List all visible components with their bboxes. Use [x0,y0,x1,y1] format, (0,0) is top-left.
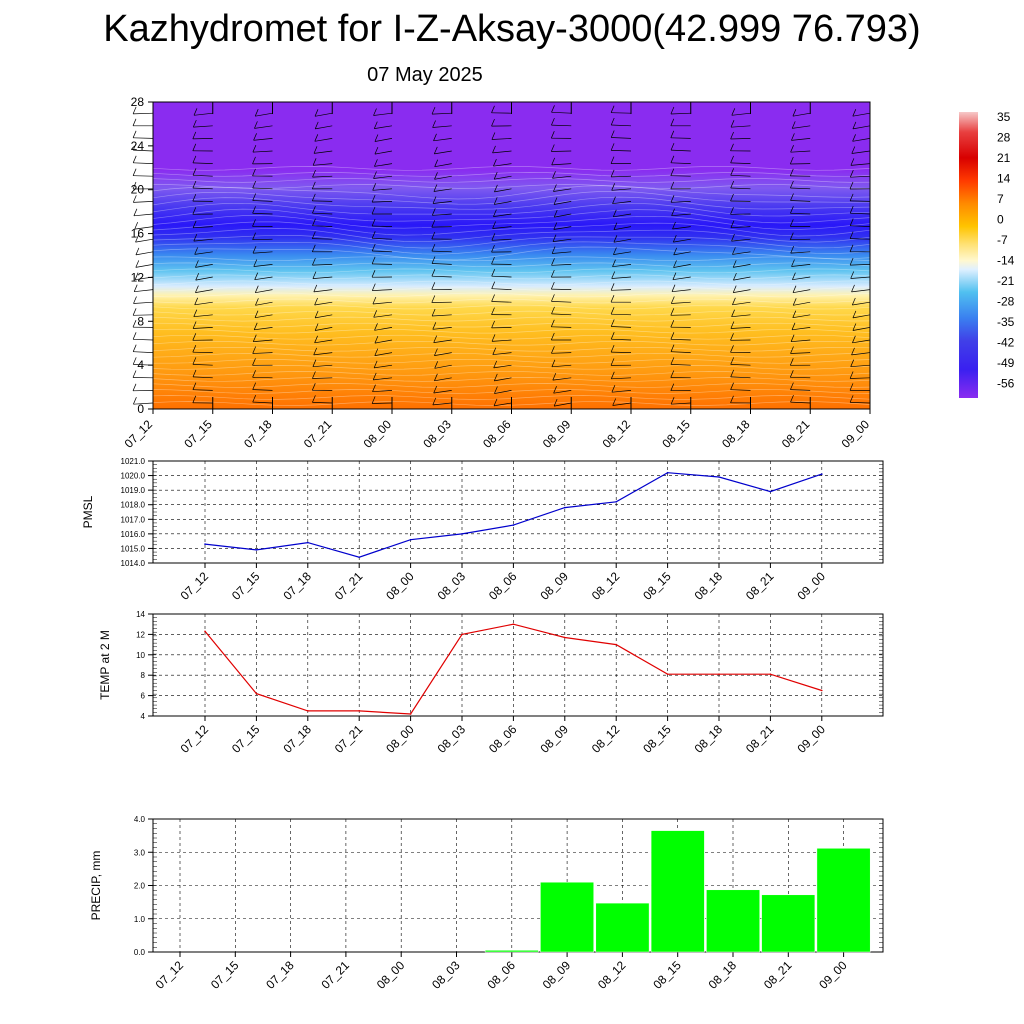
precip-bar [596,903,649,952]
data-point [204,543,206,545]
wind-barb-flag [133,169,136,176]
colorbar-label: 14 [997,171,1011,186]
wind-barb-flag [136,260,139,267]
wind-barb [133,163,153,164]
x-tick-label: 08_15 [640,722,674,756]
data-point [564,507,566,509]
x-tick-label: 07_18 [241,417,275,451]
wind-barb [133,176,153,177]
wind-barb [133,201,153,202]
x-tick-label: 07_21 [300,417,335,451]
x-tick-label: 08_06 [484,958,518,992]
wind-barb [671,176,691,177]
data-point [564,637,566,639]
data-point [410,539,412,541]
precip-bar [762,895,815,952]
y-axis-title: PRECIP, mm [89,850,103,921]
precip-bar [817,848,870,952]
precip-bar [706,890,759,952]
x-tick-label: 08_18 [691,722,726,756]
y-tick-label: 12 [136,630,145,640]
data-point [513,623,515,625]
x-tick-label: 07_15 [229,722,263,756]
colorbar-label: 7 [997,192,1004,206]
data-point [770,491,772,493]
x-tick-label: 09_00 [794,722,828,756]
wind-barb-flag [134,297,137,304]
wind-barb [312,201,332,202]
x-tick-label: 08_21 [743,722,777,756]
wind-barb [432,227,452,228]
x-tick-label: 07_18 [280,722,314,756]
y-tick-label: 0 [137,402,144,416]
wind-barb-flag [134,209,137,216]
data-point [718,476,720,478]
x-tick-label: 08_15 [659,417,693,451]
x-tick-label: 07_12 [121,417,156,451]
data-point [718,673,720,675]
data-point [461,634,463,636]
x-tick-label: 08_00 [360,417,395,451]
wind-barb [133,352,153,353]
data-point [770,673,772,675]
y-tick-label: 16 [130,226,144,241]
y-tick-label: 1.0 [133,914,145,924]
x-tick-label: 07_21 [331,569,366,603]
wind-barb-flag [133,332,136,339]
x-tick-label: 08_15 [650,958,684,992]
x-tick-label: 08_09 [539,958,574,992]
y-tick-label: 1021.0 [120,457,145,466]
data-point [307,542,309,544]
wind-barb [671,315,691,316]
data-point [821,690,823,692]
wind-barb [611,113,631,114]
colorbar-label: -28 [997,294,1015,309]
data-point [307,710,309,712]
vertical-profile-panel [122,95,873,451]
x-tick-label: 07_21 [318,958,353,992]
x-tick-label: 08_12 [595,958,629,992]
x-tick-label: 08_06 [486,722,520,756]
x-tick-label: 07_18 [280,569,314,603]
y-tick-label: 1016.0 [120,529,145,539]
panel-frame [153,614,883,716]
wind-barb [134,214,153,216]
precip-bar [485,950,538,952]
data-point [821,473,823,475]
y-tick-label: 8 [137,314,144,329]
wind-barb-flag [133,320,136,327]
y-tick-label: 4 [140,712,145,721]
data-point [358,556,360,558]
x-tick-label: 08_03 [434,569,469,603]
x-tick-label: 08_18 [719,417,753,451]
profile-x-axis [122,409,873,451]
wind-barb-flag [133,345,136,352]
x-tick-label: 08_03 [420,417,454,451]
wind-barb [133,339,153,340]
data-point [256,693,258,695]
x-tick-label: 07_15 [207,958,242,992]
precip-panel [89,815,883,992]
temp-panel [98,610,883,756]
colorbar-label: 35 [997,110,1011,124]
y-tick-label: 1019.0 [120,486,145,496]
wind-barb-flag [133,308,136,315]
colorbar-label: -35 [997,315,1015,329]
data-point [461,533,463,535]
data-point [204,631,206,633]
y-tick-label: 12 [130,270,144,285]
colorbar-labels [997,110,1015,391]
wind-barb [193,138,213,139]
x-tick-label: 08_06 [480,417,514,451]
y-tick-label: 1018.0 [120,500,145,510]
y-tick-label: 0.0 [133,948,145,957]
precip-bar [651,831,704,952]
x-tick-label: 07_15 [181,417,215,451]
colorbar-fill [959,112,978,398]
data-point [667,472,669,474]
y-tick-label: 6 [140,691,145,701]
wind-barb-flag [133,156,136,163]
y-tick-label: 1014.0 [120,559,145,568]
wind-barb [372,403,392,404]
y-axis-title: PMSL [81,495,95,529]
colorbar-label: -7 [997,233,1008,247]
y-tick-label: 8 [140,671,145,681]
x-tick-label: 07_15 [229,569,263,603]
panel-frame [153,461,883,563]
y-tick-label: 2.0 [133,881,145,891]
x-tick-label: 08_00 [383,722,417,756]
wind-barb [134,290,153,292]
x-tick-label: 09_00 [838,417,873,451]
wind-barb-flag [136,248,139,255]
wind-barb-flag [133,371,136,378]
x-tick-label: 08_21 [760,958,795,992]
wind-barb [790,239,810,240]
x-tick-label: 09_00 [794,569,828,603]
colorbar-label: -21 [997,274,1015,288]
pmsl-panel [81,457,883,603]
colorbar-label: -14 [997,253,1015,268]
x-tick-label: 08_03 [429,958,463,992]
x-tick-label: 08_18 [691,569,726,603]
data-point [615,501,617,503]
wind-barb [253,239,273,240]
profile-y-axis [131,95,153,416]
y-tick-label: 1017.0 [120,515,145,525]
y-tick-label: 24 [130,138,144,153]
x-tick-label: 08_09 [539,417,574,451]
wind-barb-flag [133,131,136,138]
chart-title: Kazhydromet for I-Z-Aksay-3000(42.999 76.793) [103,8,921,50]
wind-barb [134,302,154,303]
wind-barb [790,377,810,378]
y-axis-title: TEMP at 2 M [98,630,112,700]
x-tick-label: 08_09 [537,722,571,756]
wind-barb [253,377,273,378]
y-tick-label: 4.0 [133,815,145,824]
wind-barb [551,151,571,152]
data-point [256,549,258,551]
wind-barb [372,264,392,265]
y-tick-label: 14 [136,610,145,619]
wind-barb-flag [133,384,136,391]
x-tick-label: 07_21 [331,722,366,756]
colorbar [959,110,1015,398]
y-tick-label: 4 [137,358,144,373]
y-tick-label: 28 [130,95,144,109]
precip-bar [540,882,593,952]
x-tick-label: 08_03 [434,722,469,756]
y-tick-label: 1020.0 [120,471,145,481]
wind-barb [611,352,631,353]
x-tick-label: 08_00 [383,569,417,603]
colorbar-label: -49 [997,356,1015,370]
x-tick-label: 09_00 [816,958,850,992]
x-tick-label: 07_12 [177,722,212,756]
x-tick-label: 08_18 [705,958,740,992]
data-point [358,710,360,712]
wind-barb-flag [134,285,137,292]
wind-barb-flag [133,357,136,364]
x-tick-label: 08_12 [588,569,623,603]
y-tick-label: 1015.0 [120,544,145,554]
x-tick-label: 07_18 [263,958,297,992]
y-tick-label: 3.0 [133,848,145,858]
x-tick-label: 08_00 [373,958,408,992]
data-point [667,673,669,675]
x-tick-label: 08_06 [486,569,520,603]
wind-barb-flag [133,119,136,126]
x-tick-label: 08_15 [640,569,674,603]
x-tick-label: 08_12 [599,417,634,451]
x-tick-label: 07_12 [152,958,187,992]
wind-barb [136,264,153,267]
wind-barb [492,327,512,328]
wind-barb [133,113,153,114]
colorbar-label: -42 [997,335,1015,350]
data-point [410,713,412,715]
colorbar-label: 21 [997,151,1011,165]
data-point [513,524,515,526]
x-tick-label: 08_12 [588,722,623,756]
wind-barb [136,252,153,255]
chart-subtitle: 07 May 2025 [367,64,483,86]
data-point [615,644,617,646]
colorbar-label: -56 [997,376,1015,391]
colorbar-label: 28 [997,130,1011,145]
x-tick-label: 07_12 [177,569,212,603]
x-tick-label: 08_21 [778,417,813,451]
y-tick-label: 20 [130,182,144,197]
y-tick-label: 10 [136,650,145,660]
wind-barb [850,201,870,202]
wind-barb-flag [133,397,136,404]
x-tick-label: 08_09 [537,569,571,603]
x-tick-label: 08_21 [743,569,777,603]
colorbar-label: 0 [997,212,1004,227]
wind-barb [551,289,571,290]
